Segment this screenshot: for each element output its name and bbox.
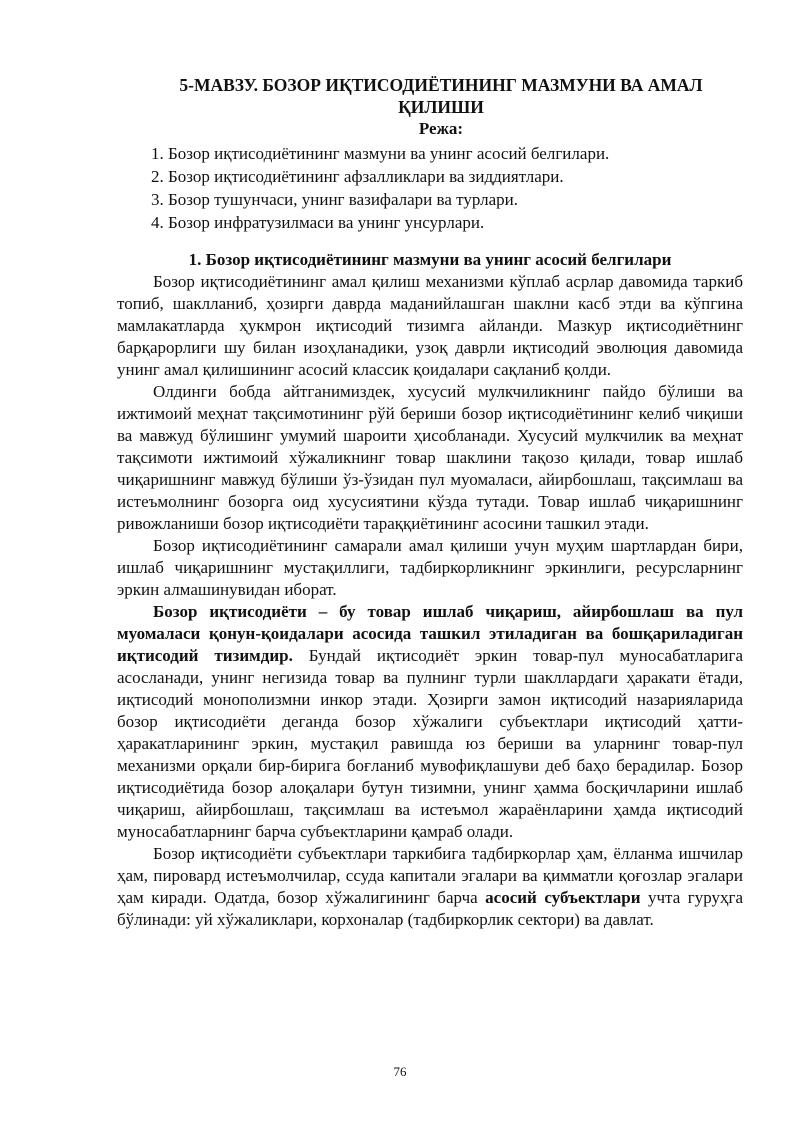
definition-bold: Бозор иқтисодиёти – бу товар ишлаб чиқариш, айирбошлаш ва пул муомаласи қонун-қоидалари асосида ташкил этиладиган ва бошқариладиган иқтисодий тизимдир.	[117, 602, 743, 665]
paragraph-5-start: Бозор иқтисодиёти субъектлари таркибига тадбиркорлар ҳам, ёлланма ишчилар ҳам, пировард истеъмолчилар, ссуда капитали эгалари ва қимматли қоғозлар эгалари ҳам киради. Одатда, бозор хўжалигининг барча	[117, 844, 743, 907]
plan-item: 2. Бозор иқтисодиётининг афзалликлари ва зиддиятлари.	[151, 167, 564, 186]
paragraph-2: Олдинги бобда айтганимиздек, хусусий мулкчиликнинг пайдо бўлиши ва ижтимоий меҳнат тақсимотининг рўй бериши бозор иқтисодиётининг келиб чиқиши ва мавжуд бўлишинг умумий шароити ҳисобланади. Хусусий мулкчилик ва меҳнат тақсимоти ижтимоий хўжаликнинг товар шаклини тақозо қилади, товар ишлаб чиқаришнинг мавжуд бўлиши ўз-ўзидан пул муомаласи, айирбошлаш, тақсимлаш ва истеъмолнинг бозорга оид хусусиятини кўзда тутади. Товар ишлаб чиқаришнинг ривожланиши бозор иқтисодиёти тараққиётининг асосини ташкил этади.	[117, 382, 743, 533]
plan-list	[117, 143, 743, 233]
paragraph-4-text: Бундай иқтисодиёт эркин товар-пул муносабатларига асосланади, унинг негизида товар ва пулнинг турли шакллардаги ҳаракати ётади, иқтисодий монополизмни инкор этади. Ҳозирги замон иқтисодий назарияларида бозор иқтисодиёти деганда бозор хўжалиги субъектлари иқтисодий ҳатти-ҳаракатларининг эркин, мустақил равишда юз бериши ва уларнинг товар-пул механизми орқали бир-бирига боғланиб мувофиқлашуви деб баҳо берадилар. Бозор иқтисодиётида бозор алоқалари бутун тизимни, унинг ҳамма босқичларини ишлаб чиқариш, айирбошлаш, тақсимлаш ва истеъмол жараёнларини ҳамда иқтисодий муносабатларнинг барча субъектларини қамраб олади.	[117, 646, 744, 841]
chapter-title: 5-МАВЗУ. БОЗОР ИҚТИСОДИЁТИНИНГ МАЗМУНИ ВА АМАЛ ҚИЛИШИ	[179, 75, 703, 117]
page-number: 76	[393, 1064, 407, 1079]
paragraph-3: Бозор иқтисодиётининг самарали амал қилиши учун муҳим шартлардан бири, ишлаб чиқаришнинг мустақиллиги, тадбиркорликнинг эркинлиги, ресурсларнинг эркин алмашинувидан иборат.	[117, 536, 743, 599]
key-term-bold: асосий субъектлари	[485, 888, 641, 907]
paragraph-1: Бозор иқтисодиётининг амал қилиш механизми кўплаб асрлар давомида таркиб топиб, шаклланиб, ҳозирги даврда маданийлашган шаклни касб этди ва кўпгина мамлакатларда ҳукмрон иқтисодий тизимга айланди. Мазкур иқтисодиётнинг барқарорлиги шу билан изоҳланадики, узоқ даврли иқтисодий эволюция давомида унинг амал қилишининг асосий классик қоидалари сақланиб қолди.	[117, 272, 743, 379]
plan-heading: Режа:	[418, 119, 464, 138]
paragraph-5-end: учта гуруҳга бўлинади: уй хўжаликлари, корхоналар (тадбиркорлик сектори) ва давлат.	[117, 888, 744, 929]
page-content	[117, 74, 743, 931]
paragraph-5	[117, 843, 743, 931]
plan-item: 4. Бозор инфратузилмаси ва унинг унсурлари.	[151, 213, 485, 232]
paragraph-4	[117, 601, 743, 843]
section-heading: 1. Бозор иқтисодиётининг мазмуни ва унинг асосий белгилари	[188, 250, 672, 269]
plan-item: 3. Бозор тушунчаси, унинг вазифалари ва турлари.	[151, 190, 518, 209]
plan-item: 1. Бозор иқтисодиётининг мазмуни ва унинг асосий белгилари.	[151, 144, 610, 163]
